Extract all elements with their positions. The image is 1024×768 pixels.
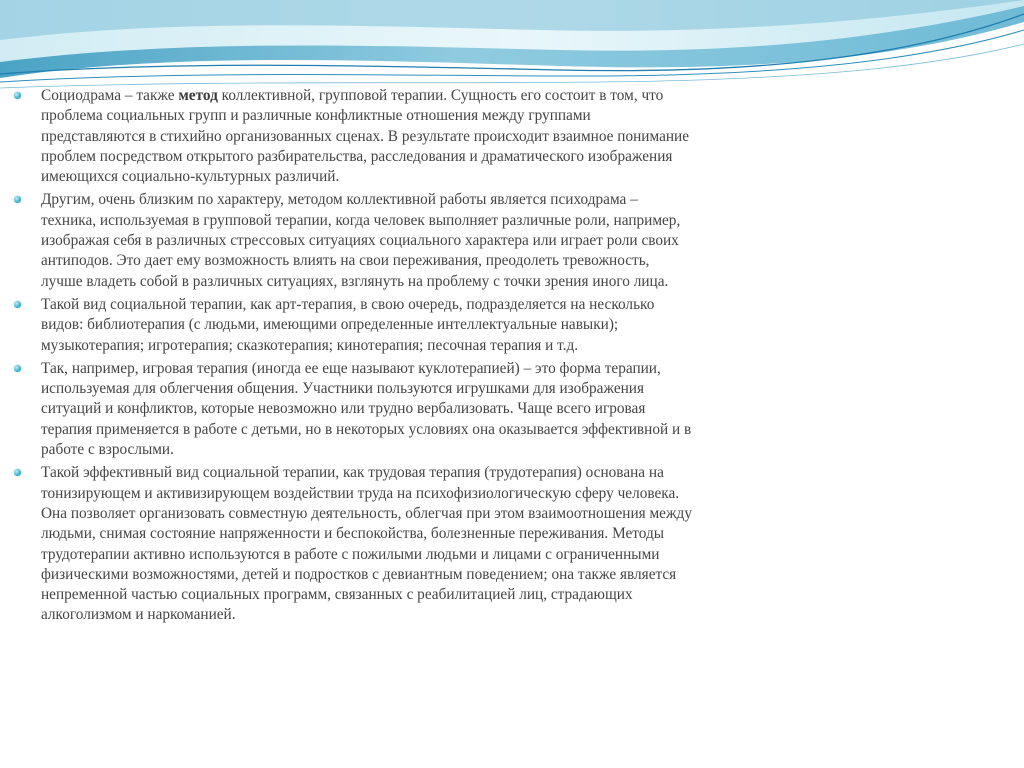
paragraph-1-text: коллективной, групповой терапии. Сущность его состоит в том, что проблема социальных групп и различные конфликтные отношения между группами представляются в стихийно организованных сценах. В результате происходит взаимное понимание проблем посредством открытого разбирательства, расследования и драматического изображения имеющихся социально-культурных различий.	[41, 87, 690, 186]
list-item	[14, 86, 694, 187]
list-item	[14, 190, 694, 291]
paragraph-5-text: Такой эффективный вид социальной терапии, как трудовая терапия (трудотерапия) основана на тонизирующем и активизирующем воздействии труда на психофизиологическую сферу человека. Она позволяет организовать совместную деятельность, облегчая при этом взаимоотношения между людьми, снимая состояние напряженности и беспокойства, болезненные переживания. Методы трудотерапии активно используются в работе с пожилыми людьми и лицами с ограниченными физическими возможностями, детей и подростков с девиантным поведением; она также является непременной частью социальных программ, связанных с реабилитацией лиц, страдающих алкоголизмом и наркоманией.	[41, 464, 692, 624]
bullet-dot-icon	[14, 196, 21, 203]
bullet-dot-icon	[14, 92, 21, 99]
bullet-dot-icon	[14, 469, 21, 476]
paragraph-4-text: Так, например, игровая терапия (иногда ее еще называют куклотерапией) – это форма терапии, используемая для облегчения общения. Участники пользуются игрушками для изображения ситуаций и конфликтов, которые невозможно или трудно вербализовать. Чаще всего игровая терапия применяется в работе с детьми, но в некоторых условиях она оказывается эффективной и в работе с взрослыми.	[41, 359, 692, 459]
list-item	[14, 463, 694, 625]
paragraph-1-emphasis: метод	[178, 87, 218, 104]
paragraph-2-text: Другим, очень близким по характеру, методом коллективной работы является психодрама – техника, используемая в групповой терапии, когда человек выполняет различные роли, например, изображая себя в различных стрессовых ситуациях социального характера или играет роли своих антиподов. Это дает ему возможность влиять на свои переживания, преодолеть тревожность, лучше владеть собой в различных ситуациях, взглянуть на проблему с точки зрения иного лица.	[41, 191, 681, 290]
paragraph-1-lead: Социодрама – также	[41, 87, 179, 104]
bullet-dot-icon	[14, 365, 21, 372]
list-item	[14, 359, 694, 460]
bullet-list	[14, 86, 694, 629]
list-item	[14, 295, 694, 356]
paragraph-3-text: Такой вид социальной терапии, как арт-терапия, в свою очередь, подразделяется на несколько видов: библиотерапия (с людьми, имеющими определенные интеллектуальные навыки); музыкотерапия; игротерапия; сказкотерапия; кинотерапия; песочная терапия и т.д.	[41, 295, 655, 354]
bullet-dot-icon	[14, 301, 21, 308]
